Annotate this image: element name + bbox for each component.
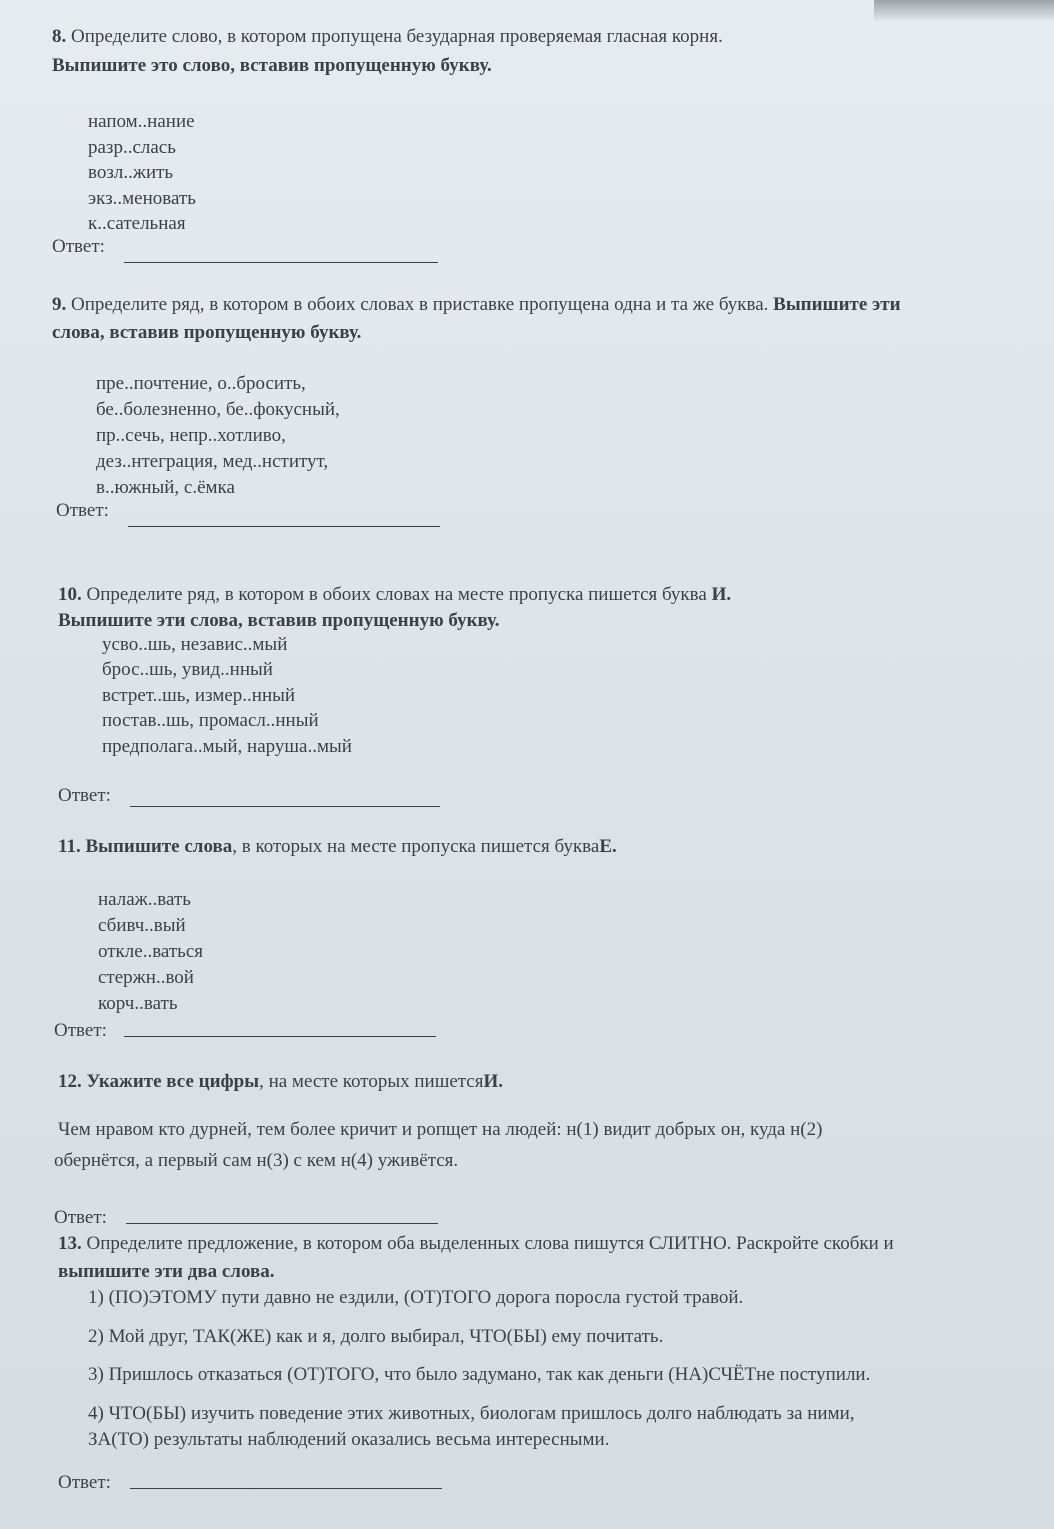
q11-answer-field[interactable] [124, 1036, 436, 1037]
q8-option-2: разр..слась [88, 137, 176, 158]
q9-answer-label: Ответ: [56, 500, 109, 521]
q13-answer-field[interactable] [130, 1488, 442, 1489]
q9-option-4: дез..нтеграция, мед..нститут, [96, 451, 329, 472]
q9-option-5: в..южный, с.ёмка [96, 477, 235, 498]
question-13-title: 13. Определите предложение, в котором оба выделенных слова пишутся СЛИТНО. Раскройте скобки и [58, 1233, 894, 1254]
q11-option-3: откле..ваться [98, 941, 204, 962]
q10-option-3: встрет..шь, измер..нный [102, 685, 296, 706]
q9-answer-field[interactable] [128, 526, 440, 527]
q8-option-5: к..сательная [88, 213, 186, 234]
q10-option-5: предполага..мый, наруша..мый [102, 736, 352, 757]
q13-option-1: 1) (ПО)ЭТОМУ пути давно не ездили, (ОТ)ТОГО дорога поросла густой травой. [88, 1287, 744, 1308]
q12-answer-field[interactable] [126, 1223, 438, 1224]
question-9-instruction: слова, вставив пропущенную букву. [52, 322, 362, 343]
q8-option-4: экз..меновать [88, 188, 196, 209]
q8-option-3: возл..жить [88, 162, 174, 183]
q11-option-4: стержн..вой [98, 967, 194, 988]
q8-answer-label: Ответ: [52, 236, 105, 257]
q13-option-4-continued: ЗА(ТО) результаты наблюдений оказались весьма интересными. [88, 1429, 610, 1450]
question-9-title: 9. Определите ряд, в котором в обоих словах в приставке пропущена одна и та же буква. Выпишите эти [52, 294, 901, 315]
question-11-title: 11. Выпишите слова, в которых на месте пропуска пишется букваЕ. [58, 836, 617, 857]
question-10-instruction: Выпишите эти слова, вставив пропущенную букву. [58, 610, 500, 631]
q10-option-2: брос..шь, увид..нный [102, 659, 273, 680]
q8-answer-field[interactable] [124, 262, 438, 263]
question-10-title: 10. Определите ряд, в котором в обоих словах на месте пропуска пишется буква И. [58, 584, 732, 605]
q9-option-1: пре..почтение, о..бросить, [96, 373, 306, 394]
q13-option-3: 3) Пришлось отказаться (ОТ)ТОГО, что было задумано, так как деньги (НА)СЧЁТне поступили. [88, 1364, 871, 1385]
q12-answer-label: Ответ: [54, 1207, 107, 1228]
q11-option-2: сбивч..вый [98, 915, 186, 936]
q13-option-2: 2) Мой друг, ТАК(ЖЕ) как и я, долго выбирал, ЧТО(БЫ) ему почитать. [88, 1326, 664, 1347]
question-13-instruction: выпишите эти два слова. [58, 1261, 275, 1282]
q10-answer-label: Ответ: [58, 785, 111, 806]
q10-option-1: усво..шь, независ..мый [102, 634, 288, 655]
page-corner-shadow [874, 0, 1054, 22]
q9-option-3: пр..сечь, непр..хотливо, [96, 425, 286, 446]
q9-option-2: бе..болезненно, бе..фокусный, [96, 399, 340, 420]
question-12-title: 12. Укажите все цифры, на месте которых пишетсяИ. [58, 1071, 504, 1092]
q8-option-1: напом..нание [88, 111, 195, 132]
question-8-instruction: Выпишите это слово, вставив пропущенную букву. [52, 55, 492, 76]
question-8-title: 8. Определите слово, в котором пропущена безударная проверяемая гласная корня. [52, 26, 723, 47]
q12-text-line-1: Чем нравом кто дурней, тем более кричит и ропщет на людей: н(1) видит добрых он, куда н(2) [58, 1119, 823, 1140]
q11-option-5: корч..вать [98, 993, 178, 1014]
q13-answer-label: Ответ: [58, 1472, 111, 1493]
q10-answer-field[interactable] [130, 806, 440, 807]
q11-answer-label: Ответ: [54, 1020, 107, 1041]
q13-option-4: 4) ЧТО(БЫ) изучить поведение этих животных, биологам пришлось долго наблюдать за ними, [88, 1403, 855, 1424]
q12-text-line-2: обернётся, а первый сам н(3) с кем н(4) уживётся. [54, 1150, 459, 1171]
q10-option-4: постав..шь, промасл..нный [102, 710, 319, 731]
q11-option-1: налаж..вать [98, 889, 191, 910]
